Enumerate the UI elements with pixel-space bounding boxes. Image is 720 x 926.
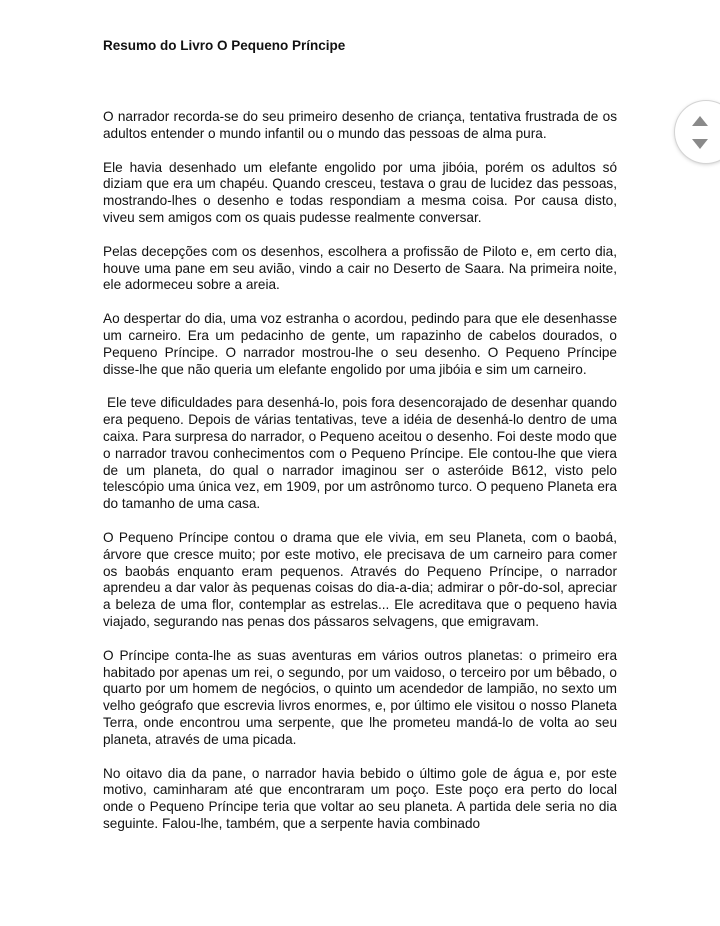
document-page bbox=[103, 37, 621, 850]
paragraph-3: Pelas decepções com os desenhos, escolhera a profissão de Piloto e, em certo dia, houve uma pane em seu avião, vindo a cair no Deserto de Saara. Na primeira noite, ele adormeceu sobre a areia. bbox=[103, 243, 617, 293]
paragraph-5: Ele teve dificuldades para desenhá-lo, pois fora desencorajado de desenhar quando era pequeno. Depois de várias tentativas, teve a idéia de desenhá-lo dentro de uma caixa. Para surpresa do narrador, o Pequeno aceitou o desenho. Foi deste modo que o narrador travou conhecimentos com o Pequeno Príncipe. Ele contou-lhe que viera de um planeta, do qual o narrador imaginou ser o asteróide B612, visto pelo telescópio uma única vez, em 1909, por um astrônomo turco. O pequeno Planeta era do tamanho de uma casa. bbox=[103, 395, 621, 512]
scroll-down-button[interactable] bbox=[691, 137, 709, 151]
triangle-up-icon bbox=[692, 116, 708, 126]
page-scroll-control bbox=[675, 101, 720, 163]
document-title: Resumo do Livro O Pequeno Príncipe bbox=[103, 38, 346, 53]
triangle-down-icon bbox=[692, 139, 708, 149]
paragraph-2: Ele havia desenhado um elefante engolido por uma jibóia, porém os adultos só diziam que era um chapéu. Quando cresceu, testava o grau de lucidez das pessoas, mostrando-lhes o desenho e todas respondiam a mesma coisa. Por causa disto, viveu sem amigos com os quais pudesse realmente conversar. bbox=[103, 159, 617, 225]
scroll-up-button[interactable] bbox=[691, 114, 709, 128]
paragraph-4: Ao despertar do dia, uma voz estranha o acordou, pedindo para que ele desenhasse um carneiro. Era um pedacinho de gente, um rapazinho de cabelos dourados, o Pequeno Príncipe. O narrador mostrou-lhe o seu desenho. O Pequeno Príncipe disse-lhe que não queria um elefante engolido por uma jibóia e sim um carneiro. bbox=[103, 311, 617, 377]
paragraph-6: O Pequeno Príncipe contou o drama que ele vivia, em seu Planeta, com o baobá, árvore que cresce muito; por este motivo, ele precisava de um carneiro para comer os baobás enquanto eram pequenos. Através do Pequeno Príncipe, o narrador aprendeu a dar valor às pequenas coisas do dia-a-dia; admirar o pôr-do-sol, apreciar a beleza de uma flor, contemplar as estrelas... Ele acreditava que o pequeno havia viajado, segurando nas penas dos pássaros selvagens, que emigravam. bbox=[103, 529, 617, 629]
paragraph-1: O narrador recorda-se do seu primeiro desenho de criança, tentativa frustrada de os adultos entender o mundo infantil ou o mundo das pessoas de alma pura. bbox=[103, 109, 617, 141]
paragraph-7: O Príncipe conta-lhe as suas aventuras em vários outros planetas: o primeiro era habitado por apenas um rei, o segundo, por um vaidoso, o terceiro por um bêbado, o quarto por um homem de negócios, o quinto um acendedor de lampião, no sexto um velho geógrafo que escrevia livros enormes, e, por último ele visitou o nosso Planeta Terra, onde encontrou uma serpente, que lhe prometeu mandá-lo de volta ao seu planeta, através de uma picada. bbox=[103, 647, 617, 747]
paragraph-8: No oitavo dia da pane, o narrador havia bebido o último gole de água e, por este motivo, caminharam até que encontraram um poço. Este poço era perto do local onde o Pequeno Príncipe teria que voltar ao seu planeta. A partida dele seria no dia seguinte. Falou-lhe, também, que a serpente havia combinado bbox=[103, 765, 617, 831]
